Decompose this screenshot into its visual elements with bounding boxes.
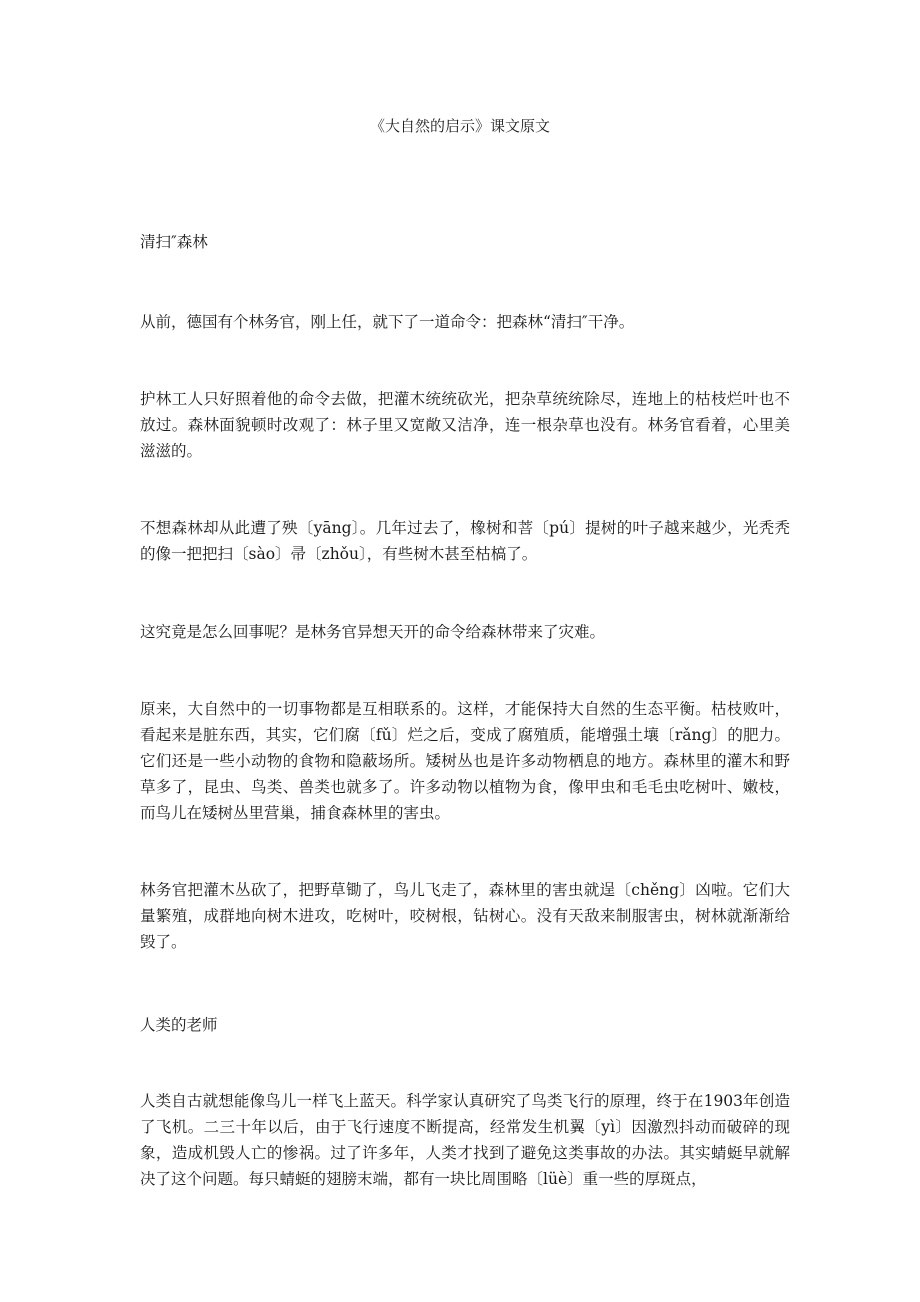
- paragraph: 不想森林却从此遭了殃〔yāng〕。几年过去了，橡树和菩〔pú〕提树的叶子越来越少，光秃秃的像一把把扫〔sào〕帚〔zhǒu〕，有些树木甚至枯槁了。: [140, 519, 790, 563]
- document-title: 《大自然的启示》课文原文: [369, 117, 550, 135]
- paragraph: 林务官把灌木丛砍了，把野草锄了，鸟儿飞走了，森林里的害虫就逞〔chěng〕凶啦。它们大量繁殖，成群地向树木进攻，吃树叶，咬树根，钻树心。没有天敌来制服害虫，树林就渐渐给毁了。: [140, 881, 790, 951]
- paragraph: 从前，德国有个林务官，刚上任，就下了一道命令：把森林“清扫″干净。: [140, 313, 635, 331]
- paragraph: 护林工人只好照着他的命令去做，把灌木统统砍光，把杂草统统除尽，连地上的枯枝烂叶也不放过。森林面貌顿时改观了：林子里又宽敞又洁净，连一根杂草也没有。林务官看着，心里美滋滋的。: [140, 390, 790, 460]
- paragraph: 原来，大自然中的一切事物都是互相联系的。这样，才能保持大自然的生态平衡。枯枝败叶，看起来是脏东西，其实，它们腐〔fǔ〕烂之后，变成了腐殖质，能增强土壤〔rǎng〕的肥力。它们还是一些小动物的食物和隐蔽场所。矮树丛也是许多动物栖息的地方。森林里的灌木和野草多了，昆虫、鸟类、兽类也就多了。许多动物以植物为食，像甲虫和毛毛虫吃树叶、嫩枝，而鸟儿在矮树丛里营巢，捕食森林里的害虫。: [140, 700, 790, 822]
- section-heading-cleaning-forest: 清扫″森林: [140, 233, 208, 251]
- paragraph: 这究竟是怎么回事呢？是林务官异想天开的命令给森林带来了灾难。: [140, 623, 606, 641]
- section-heading-human-teacher: 人类的老师: [140, 1016, 218, 1034]
- paragraph: 人类自古就想能像鸟儿一样飞上蓝天。科学家认真研究了鸟类飞行的原理，终于在1903年创造了飞机。二三十年以后，由于飞行速度不断提高，经常发生机翼〔yì〕因激烈抖动而破碎的现象，造成机毁人亡的惨祸。过了许多年，人类才找到了避免这类事故的办法。其实蜻蜓早就解决了这个问题。每只蜻蜓的翅膀末端，都有一块比周围略〔lüè〕重一些的厚斑点，: [140, 1092, 790, 1188]
